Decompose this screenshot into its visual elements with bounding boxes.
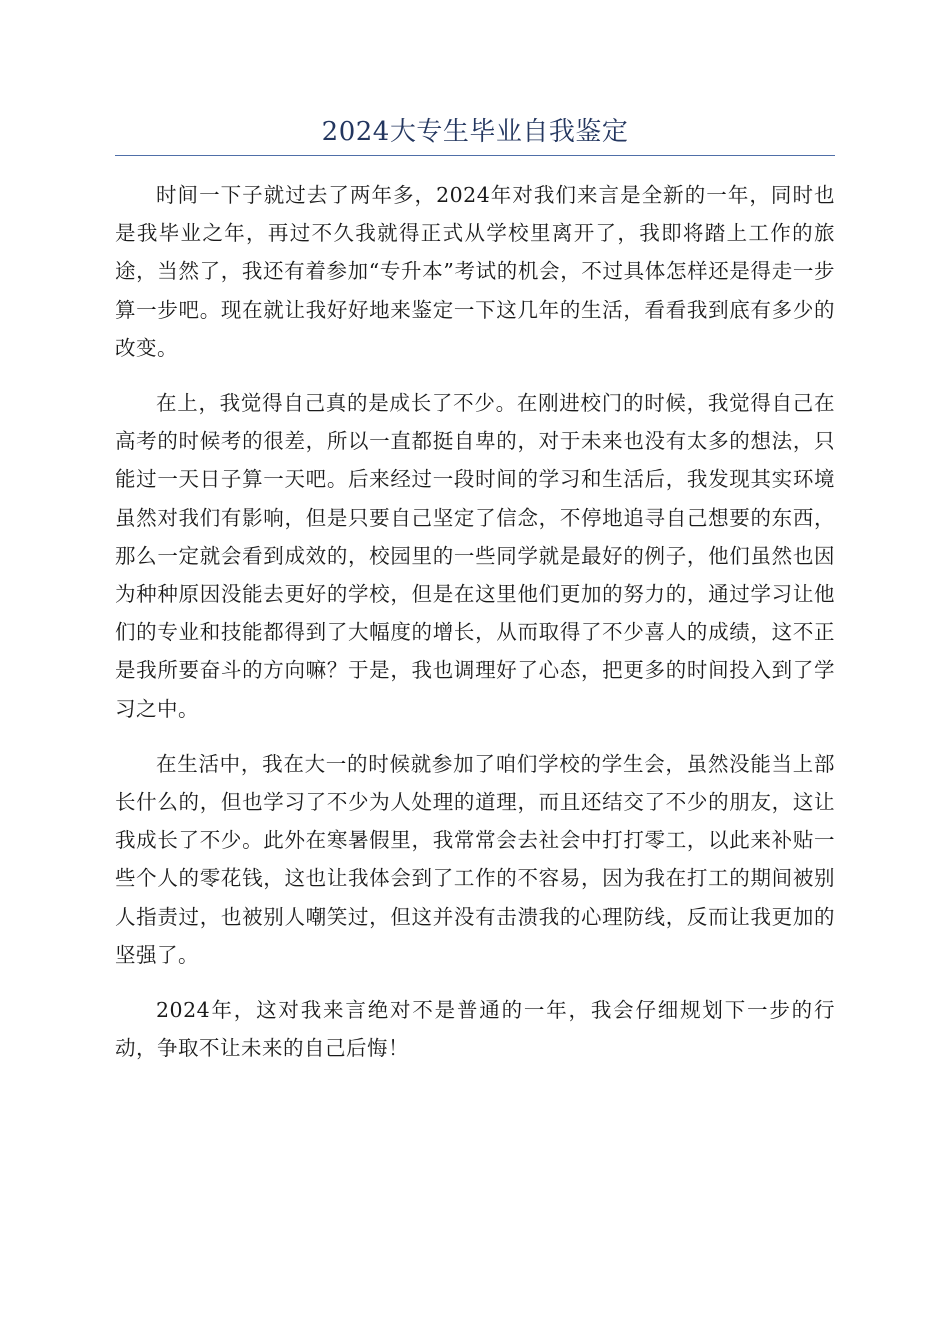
title-block [115, 110, 835, 158]
paragraph-study: 在上，我觉得自己真的是成长了不少。在刚进校门的时候，我觉得自己在高考的时候考的很差，所以一直都挺自卑的，对于未来也没有太多的想法，只能过一天日子算一天吧。后来经过一段时间的学习和生活后，我发现其实环境虽然对我们有影响，但是只要自己坚定了信念，不停地追寻自己想要的东西，那么一定就会看到成效的，校园里的一些同学就是最好的例子，他们虽然也因为种种原因没能去更好的学校，但是在这里他们更加的努力的，通过学习让他们的专业和技能都得到了大幅度的增长，从而取得了不少喜人的成绩，这不正是我所要奋斗的方向嘛？于是，我也调理好了心态，把更多的时间投入到了学习之中。 [115, 391, 835, 721]
paragraph-intro: 时间一下子就过去了两年多，2024年对我们来言是全新的一年，同时也是我毕业之年，再过不久我就得正式从学校里离开了，我即将踏上工作的旅途，当然了，我还有着参加“专升本”考试的机会，不过具体怎样还是得走一步算一步吧。现在就让我好好地来鉴定一下这几年的生活，看看我到底有多少的改变。 [115, 183, 835, 360]
document-body [115, 176, 835, 1084]
document-title: 2024大专生毕业自我鉴定 [321, 117, 629, 147]
title-underline [115, 155, 835, 156]
paragraph-conclusion: 2024年，这对我来言绝对不是普通的一年，我会仔细规划下一步的行动，争取不让未来的自己后悔！ [115, 998, 835, 1061]
paragraph-life: 在生活中，我在大一的时候就参加了咱们学校的学生会，虽然没能当上部长什么的，但也学习了不少为人处理的道理，而且还结交了不少的朋友，这让我成长了不少。此外在寒暑假里，我常常会去社会中打打零工，以此来补贴一些个人的零花钱，这也让我体会到了工作的不容易，因为我在打工的期间被别人指责过，也被别人嘲笑过，但这并没有击溃我的心理防线，反而让我更加的坚强了。 [115, 751, 835, 967]
